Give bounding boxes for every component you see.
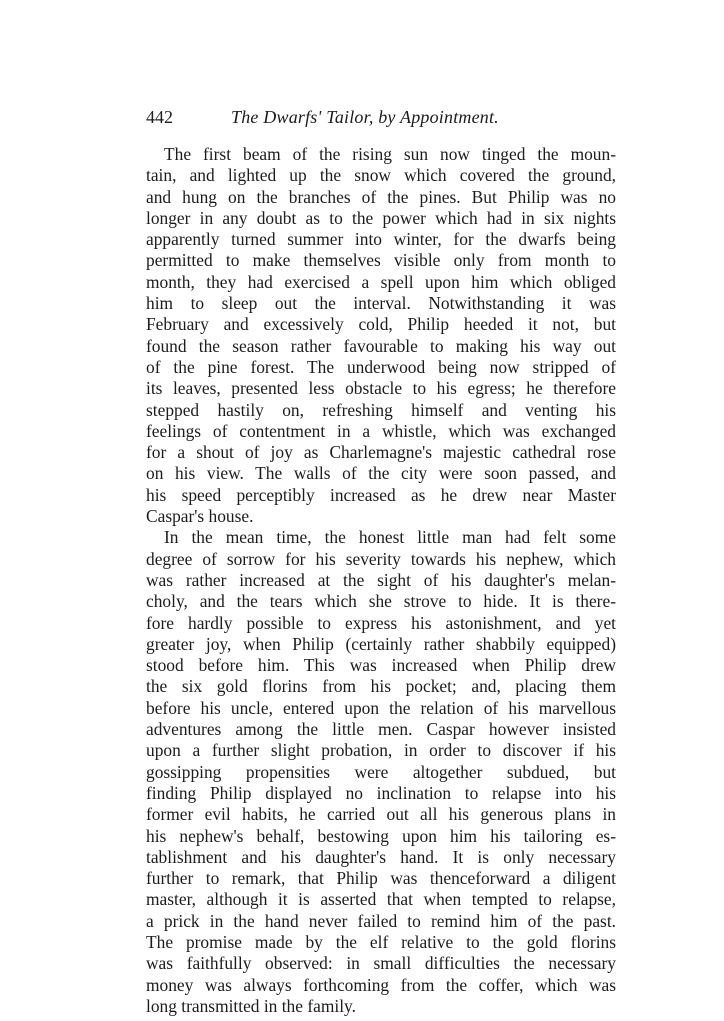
text-line: master, although it is asserted that when tempted to relapse,: [146, 889, 616, 910]
text-line: of the pine forest. The underwood being now stripped of: [146, 356, 616, 377]
body-text: [146, 144, 616, 1017]
text-line: for a shout of joy as Charlemagne's majestic cathedral rose: [146, 442, 616, 463]
text-line: fore hardly possible to express his astonishment, and yet: [146, 612, 616, 633]
text-line: was faithfully observed: in small difficulties the necessary: [146, 953, 616, 974]
text-line: the six gold florins from his pocket; and, placing them: [146, 676, 616, 697]
text-line: its leaves, presented less obstacle to his egress; he therefore: [146, 378, 616, 399]
text-line: permitted to make themselves visible only from month to: [146, 250, 616, 271]
text-line: longer in any doubt as to the power which had in six nights: [146, 207, 616, 228]
text-line: month, they had exercised a spell upon him which obliged: [146, 271, 616, 292]
paragraph: [146, 144, 616, 527]
text-line: on his view. The walls of the city were soon passed, and: [146, 463, 616, 484]
text-line: before his uncle, entered upon the relation of his marvellous: [146, 697, 616, 718]
text-line: apparently turned summer into winter, for the dwarfs being: [146, 229, 616, 250]
text-line: him to sleep out the interval. Notwithstanding it was: [146, 293, 616, 314]
text-line: former evil habits, he carried out all his generous plans in: [146, 804, 616, 825]
text-line: The promise made by the elf relative to the gold florins: [146, 931, 616, 952]
text-line: his nephew's behalf, bestowing upon him his tailoring es-: [146, 825, 616, 846]
text-line: feelings of contentment in a whistle, which was exchanged: [146, 420, 616, 441]
text-line: February and excessively cold, Philip heeded it not, but: [146, 314, 616, 335]
text-line: stood before him. This was increased when Philip drew: [146, 655, 616, 676]
paragraph: [146, 527, 616, 1017]
text-line: In the mean time, the honest little man had felt some: [164, 527, 616, 548]
text-line: his speed perceptibly increased as he drew near Master: [146, 484, 616, 505]
text-line: finding Philip displayed no inclination to relapse into his: [146, 782, 616, 803]
running-title: The Dwarfs' Tailor, by Appointment.: [231, 107, 499, 127]
text-line: tain, and lighted up the snow which covered the ground,: [146, 165, 616, 186]
page-number: 442: [146, 107, 173, 127]
text-line: gossipping propensities were altogether subdued, but: [146, 761, 616, 782]
text-line: found the season rather favourable to making his way out: [146, 335, 616, 356]
text-line: greater joy, when Philip (certainly rather shabbily equipped): [146, 633, 616, 654]
text-line: choly, and the tears which she strove to hide. It is there-: [146, 591, 616, 612]
text-line: money was always forthcoming from the coffer, which was: [146, 974, 616, 995]
text-line: tablishment and his daughter's hand. It is only necessary: [146, 846, 616, 867]
text-line: Caspar's house.: [146, 506, 254, 527]
text-line: The first beam of the rising sun now tinged the moun-: [164, 144, 616, 164]
text-line: degree of sorrow for his severity towards his nephew, which: [146, 548, 616, 569]
text-line: further to remark, that Philip was thenceforward a diligent: [146, 868, 616, 889]
text-line: upon a further slight probation, in order to discover if his: [146, 740, 616, 761]
text-line: long transmitted in the family.: [146, 995, 356, 1016]
text-line: stepped hastily on, refreshing himself and venting his: [146, 399, 616, 420]
text-line: adventures among the little men. Caspar however insisted: [146, 719, 616, 740]
text-line: a prick in the hand never failed to remind him of the past.: [146, 910, 616, 931]
running-head: [146, 104, 616, 130]
text-line: and hung on the branches of the pines. But Philip was no: [146, 186, 616, 207]
text-line: was rather increased at the sight of his daughter's melan-: [146, 569, 616, 590]
